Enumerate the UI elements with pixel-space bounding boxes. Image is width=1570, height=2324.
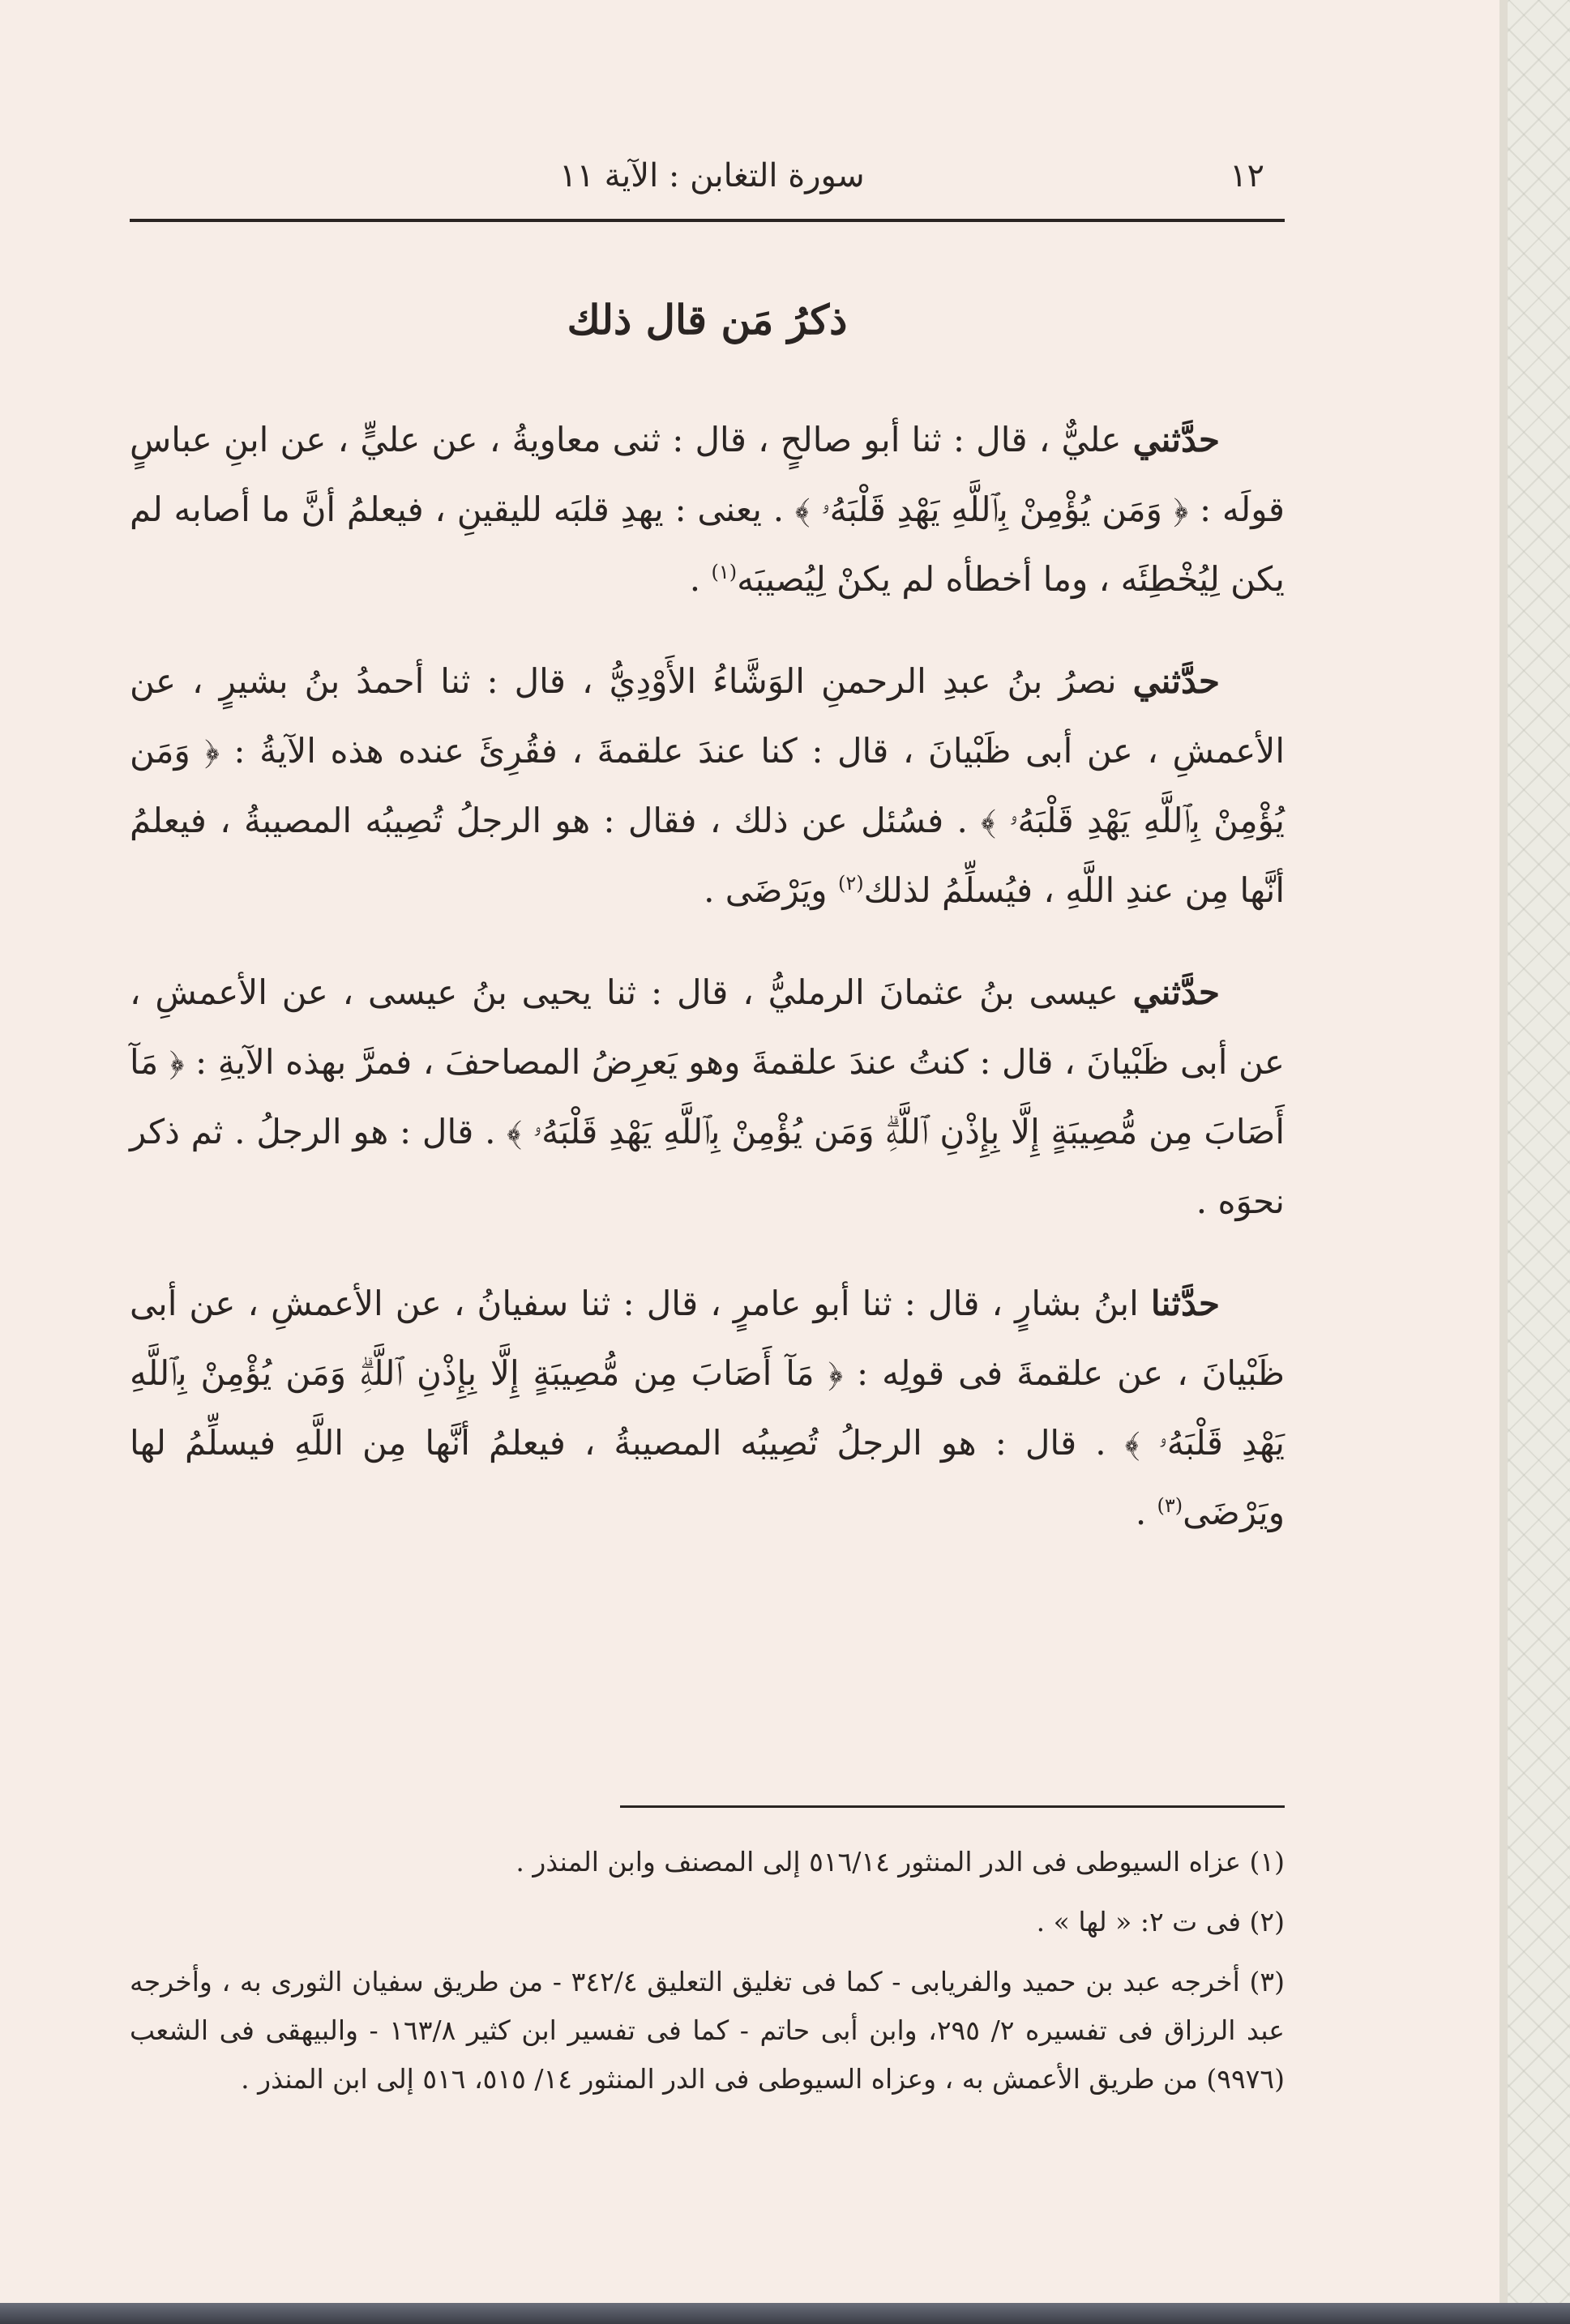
body-text <box>130 405 1285 1580</box>
paragraph-tail: . <box>1135 1493 1157 1532</box>
running-title: سورة التغابن : الآية ١١ <box>559 157 865 194</box>
paragraph-text: عيسى بنُ عثمانَ الرمليُّ ، قال : ثنا يحيى بنُ عيسى ، عن الأعمشِ ، عن أبى ظَبْيانَ ، قال : كنتُ عندَ علقمةَ وهو يَعرِضُ المصاحفَ ، فمرَّ بهذه الآيةِ : ﴿ مَآ أَصَابَ مِن مُّصِيبَةٍ إِلَّا بِإِذْنِ ٱللَّهِۗ وَمَن يُؤْمِنْ بِٱللَّهِ يَهْدِ قَلْبَهُۥ ﴾ . قال : هو الرجلُ . ثم ذكر نحوَه . <box>130 972 1285 1221</box>
footnote-ref-2[interactable]: (٢) <box>837 872 864 895</box>
footnote-separator <box>620 1805 1285 1808</box>
paragraph-lead: حدَّثني <box>1132 420 1220 459</box>
paragraph-text: نصرُ بنُ عبدِ الرحمنِ الوَشَّاءُ الأَوْدِيُّ ، قال : ثنا أحمدُ بنُ بشيرٍ ، عن الأعمشِ ، عن أبى ظَبْيانَ ، قال : كنا عندَ علقمةَ ، فقُرِئَ عنده هذه الآيةُ : ﴿ وَمَن يُؤْمِنْ بِٱللَّهِ يَهْدِ قَلْبَهُۥ ﴾ . فسُئل عن ذلك ، فقال : هو الرجلُ تُصِيبُه المصيبةُ ، فيعلمُ أنَّها مِن عندِ اللَّهِ ، فيُسلِّمُ لذلك <box>130 661 1285 910</box>
footnote-ref-1[interactable]: (١) <box>711 561 738 583</box>
page-number: ١٢ <box>1230 157 1264 194</box>
header-rule <box>130 219 1285 222</box>
footnote-1: (١) عزاه السيوطى فى الدر المنثور ٥١٦/١٤ إلى المصنف وابن المنذر . <box>515 1846 1285 1878</box>
footnote-ref-3[interactable]: (٣) <box>1157 1494 1183 1517</box>
section-title: ذكرُ مَن قال ذلك <box>567 296 848 344</box>
footnote-3: (٣) أخرجه عبد بن حميد والفريابى - كما فى تغليق التعليق ٣٤٢/٤ - من طريق سفيان الثورى به ، وأخرجه عبد الرزاق فى تفسيره ٢/ ٢٩٥، وابن أبى حاتم - كما فى تفسير ابن كثير ١٦٣/٨ - والبيهقى فى الشعب (٩٩٧٦) من طريق الأعمش به ، وعزاه السيوطى فى الدر المنثور ١٤/ ٥١٥، ٥١٦ إلى ابن المنذر . <box>130 1966 1286 2095</box>
paragraph-text: عليٌّ ، قال : ثنا أبو صالحٍ ، قال : ثنى معاويةُ ، عن عليٍّ ، عن ابنِ عباسٍ قولَه : ﴿ وَمَن يُؤْمِنْ بِٱللَّهِ يَهْدِ قَلْبَهُۥ ﴾ . يعنى : يهدِ قلبَه لليقينِ ، فيعلمُ أنَّ ما أصابه لم يكن لِيُخْطِئَه ، وما أخطأه لم يكنْ لِيُصيبَه <box>130 420 1285 599</box>
running-header <box>130 146 1285 194</box>
paragraph-text: ابنُ بشارٍ ، قال : ثنا أبو عامرٍ ، قال : ثنا سفيانُ ، عن الأعمشِ ، عن أبى ظَبْيانَ ، عن علقمةَ فى قولِه : ﴿ مَآ أَصَابَ مِن مُّصِيبَةٍ إِلَّا بِإِذْنِ ٱللَّهِۗ وَمَن يُؤْمِنْ بِٱللَّهِ يَهْدِ قَلْبَهُۥ ﴾ . قال : هو الرجلُ تُصِيبُه المصيبةُ ، فيعلمُ أنَّها مِن اللَّهِ فيسلِّمُ لها ويَرْضَى <box>130 1284 1285 1532</box>
paragraph-2 <box>130 647 1285 925</box>
paragraph-lead: حدَّثني <box>1132 661 1220 701</box>
paragraph-lead: حدَّثنا <box>1150 1284 1220 1323</box>
paragraph-1 <box>130 405 1285 614</box>
footnotes <box>130 1838 1285 2115</box>
paragraph-3 <box>130 958 1285 1237</box>
paragraph-4 <box>130 1269 1285 1548</box>
footnote-2: (٢) فى ت ٢: « لها » . <box>1036 1906 1285 1937</box>
paragraph-lead: حدَّثني <box>1132 972 1220 1012</box>
page-edge-pattern <box>1499 0 1570 2324</box>
paragraph-tail: . <box>689 559 712 599</box>
scan-bottom-edge <box>0 2303 1570 2324</box>
paragraph-tail: ويَرْضَى . <box>704 870 838 910</box>
